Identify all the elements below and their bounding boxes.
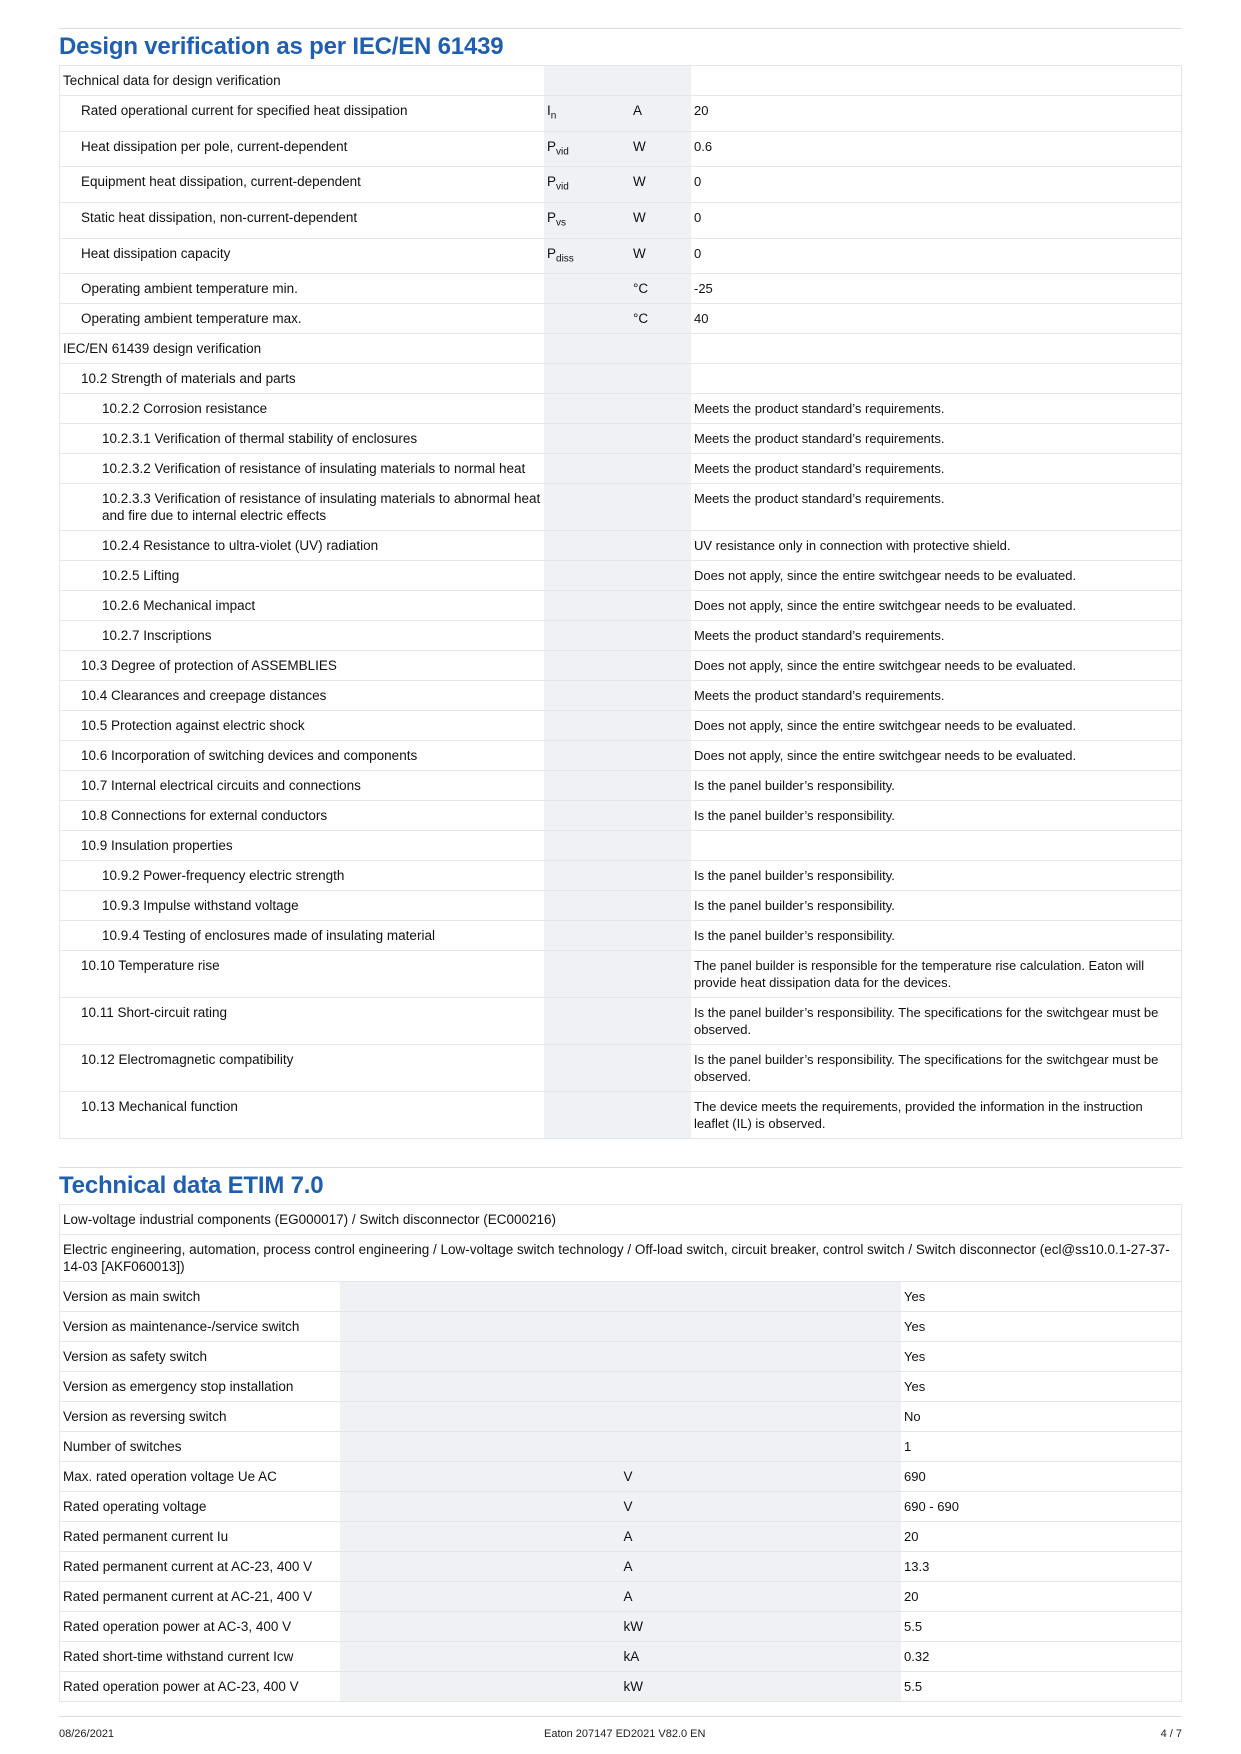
row-unit <box>630 424 691 454</box>
symbol-letter: P <box>547 138 557 154</box>
row-value: Does not apply, since the entire switchgear needs to be evaluated. <box>691 741 1182 771</box>
row-value: Yes <box>901 1312 1182 1342</box>
row-symbol <box>340 1672 621 1702</box>
footer-date: 08/26/2021 <box>59 1728 115 1740</box>
row-description: Operating ambient temperature max. <box>60 304 545 334</box>
row-description: Rated short-time withstand current Icw <box>60 1642 341 1672</box>
row-symbol <box>340 1372 621 1402</box>
row-description: Rated operating voltage <box>60 1492 341 1522</box>
row-unit <box>630 334 691 364</box>
row-unit: kW <box>621 1672 902 1702</box>
table-row <box>60 1522 1182 1552</box>
symbol-subscript: vid <box>556 146 569 158</box>
row-description: 10.2.3.2 Verification of resistance of insulating materials to normal heat <box>60 454 545 484</box>
row-unit <box>630 681 691 711</box>
row-description: Version as maintenance-/service switch <box>60 1312 341 1342</box>
table-row <box>60 238 1182 274</box>
row-symbol <box>544 424 630 454</box>
row-symbol <box>340 1402 621 1432</box>
row-value: 690 - 690 <box>901 1492 1182 1522</box>
row-symbol <box>340 1582 621 1612</box>
row-value: Is the panel builder’s responsibility. The specifications for the switchgear must be observed. <box>691 998 1182 1045</box>
row-value: 20 <box>901 1582 1182 1612</box>
table-row <box>60 801 1182 831</box>
row-unit: A <box>621 1582 902 1612</box>
table-row <box>60 998 1182 1045</box>
row-unit <box>630 621 691 651</box>
row-unit: kW <box>621 1612 902 1642</box>
table-row <box>60 1372 1182 1402</box>
table-row <box>60 364 1182 394</box>
row-unit <box>630 831 691 861</box>
row-value: 0 <box>691 203 1182 239</box>
table-row <box>60 1432 1182 1462</box>
row-unit: A <box>630 96 691 132</box>
table-row <box>60 891 1182 921</box>
row-value: 0.6 <box>691 131 1182 167</box>
row-unit: °C <box>630 304 691 334</box>
table-row <box>60 1582 1182 1612</box>
row-value: Meets the product standard’s requirements. <box>691 681 1182 711</box>
row-description: Rated operational current for specified heat dissipation <box>60 96 545 132</box>
row-unit <box>630 801 691 831</box>
row-value: Is the panel builder’s responsibility. <box>691 801 1182 831</box>
row-description: 10.13 Mechanical function <box>60 1092 545 1139</box>
row-symbol <box>544 131 630 167</box>
row-unit: W <box>630 131 691 167</box>
row-unit <box>630 741 691 771</box>
row-symbol <box>544 364 630 394</box>
symbol-subscript: n <box>550 110 557 122</box>
row-description: 10.2.2 Corrosion resistance <box>60 394 545 424</box>
row-symbol <box>340 1282 621 1312</box>
row-value: Is the panel builder’s responsibility. <box>691 891 1182 921</box>
row-unit <box>630 1045 691 1092</box>
row-unit <box>630 651 691 681</box>
row-description: Rated operation power at AC-3, 400 V <box>60 1612 341 1642</box>
table-row <box>60 274 1182 304</box>
row-symbol <box>340 1492 621 1522</box>
row-unit: W <box>630 238 691 274</box>
symbol-subscript: vid <box>556 182 569 194</box>
table-row <box>60 1462 1182 1492</box>
row-value: Is the panel builder’s responsibility. <box>691 771 1182 801</box>
row-unit <box>630 531 691 561</box>
row-symbol <box>544 831 630 861</box>
row-description: 10.9 Insulation properties <box>60 831 545 861</box>
row-unit <box>630 771 691 801</box>
footer-page-number: 4 / 7 <box>1160 1728 1182 1740</box>
row-symbol <box>544 651 630 681</box>
row-value: Yes <box>901 1282 1182 1312</box>
row-unit: V <box>621 1462 902 1492</box>
row-value: Is the panel builder’s responsibility. The specifications for the switchgear must be observed. <box>691 1045 1182 1092</box>
row-description: Rated permanent current at AC-21, 400 V <box>60 1582 341 1612</box>
row-value: 0.32 <box>901 1642 1182 1672</box>
row-symbol <box>340 1552 621 1582</box>
row-value: The panel builder is responsible for the temperature rise calculation. Eaton will provide heat dissipation data for the devices. <box>691 951 1182 998</box>
row-description: Static heat dissipation, non-current-dependent <box>60 203 545 239</box>
table-row <box>60 621 1182 651</box>
row-value <box>691 831 1182 861</box>
table-row <box>60 1612 1182 1642</box>
row-description: 10.8 Connections for external conductors <box>60 801 545 831</box>
row-description: IEC/EN 61439 design verification <box>60 334 545 364</box>
row-value: Does not apply, since the entire switchgear needs to be evaluated. <box>691 651 1182 681</box>
table-row <box>60 831 1182 861</box>
row-value: Yes <box>901 1342 1182 1372</box>
row-unit <box>630 711 691 741</box>
row-symbol <box>544 998 630 1045</box>
row-value: Does not apply, since the entire switchgear needs to be evaluated. <box>691 591 1182 621</box>
row-symbol <box>544 591 630 621</box>
row-value: 5.5 <box>901 1672 1182 1702</box>
row-unit <box>630 364 691 394</box>
row-unit <box>621 1432 902 1462</box>
row-symbol <box>544 891 630 921</box>
table-row <box>60 741 1182 771</box>
row-description: Rated permanent current Iu <box>60 1522 341 1552</box>
row-value: 690 <box>901 1462 1182 1492</box>
table-row <box>60 1045 1182 1092</box>
table-row <box>60 951 1182 998</box>
row-value <box>691 66 1182 96</box>
row-value: Meets the product standard’s requirements. <box>691 621 1182 651</box>
row-unit <box>630 998 691 1045</box>
row-symbol <box>544 951 630 998</box>
symbol-subscript: diss <box>556 253 574 265</box>
design-verification-heading: Design verification as per IEC/EN 61439 <box>59 33 504 60</box>
table-row <box>60 454 1182 484</box>
row-description: 10.2.3.3 Verification of resistance of insulating materials to abnormal heat and fire due to internal electric effects <box>60 484 545 531</box>
row-unit <box>630 561 691 591</box>
row-description: 10.5 Protection against electric shock <box>60 711 545 741</box>
table-row <box>60 424 1182 454</box>
row-unit: V <box>621 1492 902 1522</box>
table-row <box>60 711 1182 741</box>
row-symbol <box>544 334 630 364</box>
row-description: 10.2 Strength of materials and parts <box>60 364 545 394</box>
row-description: Rated permanent current at AC-23, 400 V <box>60 1552 341 1582</box>
row-value: Meets the product standard’s requirements. <box>691 424 1182 454</box>
table-row <box>60 591 1182 621</box>
row-description: Heat dissipation capacity <box>60 238 545 274</box>
row-description: 10.7 Internal electrical circuits and connections <box>60 771 545 801</box>
row-value: 20 <box>691 96 1182 132</box>
row-unit <box>630 66 691 96</box>
row-description: Number of switches <box>60 1432 341 1462</box>
table-row <box>60 1205 1182 1235</box>
table-row <box>60 203 1182 239</box>
symbol-letter: P <box>547 174 557 190</box>
row-value: Meets the product standard’s requirements. <box>691 454 1182 484</box>
row-value: The device meets the requirements, provided the information in the instruction leaflet (IL) is observed. <box>691 1092 1182 1139</box>
table-row <box>60 921 1182 951</box>
table-row <box>60 771 1182 801</box>
row-unit <box>630 1092 691 1139</box>
row-symbol <box>544 561 630 591</box>
row-unit <box>630 921 691 951</box>
row-symbol <box>544 454 630 484</box>
symbol-letter: P <box>547 245 557 261</box>
row-unit <box>630 591 691 621</box>
etim-class-line: Low-voltage industrial components (EG000017) / Switch disconnector (EC000216) <box>60 1205 1182 1235</box>
table-row <box>60 1492 1182 1522</box>
row-value: Yes <box>901 1372 1182 1402</box>
row-symbol <box>544 921 630 951</box>
row-unit <box>621 1342 902 1372</box>
row-description: 10.9.3 Impulse withstand voltage <box>60 891 545 921</box>
table-row <box>60 394 1182 424</box>
row-value: Does not apply, since the entire switchgear needs to be evaluated. <box>691 711 1182 741</box>
table-row <box>60 167 1182 203</box>
table-row <box>60 531 1182 561</box>
table-row <box>60 66 1182 96</box>
row-symbol <box>340 1312 621 1342</box>
row-unit <box>630 394 691 424</box>
row-unit <box>630 484 691 531</box>
row-symbol <box>544 203 630 239</box>
row-description: 10.9.4 Testing of enclosures made of insulating material <box>60 921 545 951</box>
table-row <box>60 561 1182 591</box>
row-value: 13.3 <box>901 1552 1182 1582</box>
row-symbol <box>544 167 630 203</box>
row-symbol <box>340 1642 621 1672</box>
etim-path-line: Electric engineering, automation, process control engineering / Low-voltage switch technology / Off-load switch, circuit breaker, control switch / Switch disconnector (ecl@ss10.0.1-27-37-14-03 [AKF060013]) <box>60 1235 1182 1282</box>
design-verification-table <box>59 65 1182 1139</box>
row-value: No <box>901 1402 1182 1432</box>
row-symbol <box>544 1092 630 1139</box>
row-description: Version as emergency stop installation <box>60 1372 341 1402</box>
etim-table <box>59 1204 1182 1702</box>
row-value: 0 <box>691 167 1182 203</box>
row-value: Is the panel builder’s responsibility. <box>691 921 1182 951</box>
row-description: 10.3 Degree of protection of ASSEMBLIES <box>60 651 545 681</box>
row-unit <box>621 1282 902 1312</box>
page-footer <box>59 1716 1182 1740</box>
table-row <box>60 484 1182 531</box>
table-row <box>60 1342 1182 1372</box>
table-row <box>60 861 1182 891</box>
row-unit: °C <box>630 274 691 304</box>
row-description: Equipment heat dissipation, current-dependent <box>60 167 545 203</box>
row-value: 1 <box>901 1432 1182 1462</box>
table-row <box>60 1642 1182 1672</box>
row-description: 10.9.2 Power-frequency electric strength <box>60 861 545 891</box>
row-unit <box>621 1402 902 1432</box>
row-description: 10.2.4 Resistance to ultra-violet (UV) radiation <box>60 531 545 561</box>
row-description: 10.11 Short-circuit rating <box>60 998 545 1045</box>
row-symbol <box>544 394 630 424</box>
row-value: UV resistance only in connection with protective shield. <box>691 531 1182 561</box>
row-symbol <box>340 1522 621 1552</box>
row-value <box>691 334 1182 364</box>
row-value: 0 <box>691 238 1182 274</box>
row-description: Rated operation power at AC-23, 400 V <box>60 1672 341 1702</box>
row-symbol <box>544 861 630 891</box>
row-symbol <box>544 238 630 274</box>
symbol-letter: I <box>547 103 551 118</box>
row-description: Technical data for design verification <box>60 66 545 96</box>
row-value: 20 <box>901 1522 1182 1552</box>
symbol-subscript: vs <box>556 217 567 229</box>
table-row <box>60 1312 1182 1342</box>
row-unit <box>621 1372 902 1402</box>
table-row <box>60 1092 1182 1139</box>
row-unit: W <box>630 203 691 239</box>
row-symbol <box>544 274 630 304</box>
row-symbol <box>340 1342 621 1372</box>
row-symbol <box>544 66 630 96</box>
table-row <box>60 334 1182 364</box>
symbol-letter: P <box>547 210 557 226</box>
row-description: Max. rated operation voltage Ue AC <box>60 1462 341 1492</box>
row-unit: A <box>621 1522 902 1552</box>
row-unit <box>621 1312 902 1342</box>
row-description: 10.2.7 Inscriptions <box>60 621 545 651</box>
row-symbol <box>340 1432 621 1462</box>
table-row <box>60 96 1182 132</box>
row-value: Does not apply, since the entire switchgear needs to be evaluated. <box>691 561 1182 591</box>
row-symbol <box>544 741 630 771</box>
row-value: Is the panel builder’s responsibility. <box>691 861 1182 891</box>
row-value: 5.5 <box>901 1612 1182 1642</box>
row-description: 10.2.3.1 Verification of thermal stability of enclosures <box>60 424 545 454</box>
row-symbol <box>544 711 630 741</box>
row-description: 10.4 Clearances and creepage distances <box>60 681 545 711</box>
table-row <box>60 1402 1182 1432</box>
row-unit: W <box>630 167 691 203</box>
row-unit <box>630 951 691 998</box>
row-description: 10.2.6 Mechanical impact <box>60 591 545 621</box>
row-unit: A <box>621 1552 902 1582</box>
row-symbol <box>544 484 630 531</box>
row-unit <box>630 861 691 891</box>
etim-heading: Technical data ETIM 7.0 <box>59 1172 324 1200</box>
row-description: Version as reversing switch <box>60 1402 341 1432</box>
table-row <box>60 304 1182 334</box>
table-row <box>60 681 1182 711</box>
row-symbol <box>544 531 630 561</box>
row-description: Operating ambient temperature min. <box>60 274 545 304</box>
row-symbol <box>544 304 630 334</box>
row-value <box>691 364 1182 394</box>
row-symbol <box>544 801 630 831</box>
table-row <box>60 1282 1182 1312</box>
row-unit <box>630 891 691 921</box>
row-symbol <box>544 681 630 711</box>
table-row <box>60 131 1182 167</box>
row-symbol <box>544 621 630 651</box>
row-symbol <box>340 1612 621 1642</box>
row-value: Meets the product standard’s requirements. <box>691 484 1182 531</box>
row-unit <box>630 454 691 484</box>
row-symbol <box>544 96 630 132</box>
row-value: 40 <box>691 304 1182 334</box>
row-description: 10.12 Electromagnetic compatibility <box>60 1045 545 1092</box>
row-description: 10.2.5 Lifting <box>60 561 545 591</box>
table-row <box>60 1235 1182 1282</box>
row-description: 10.6 Incorporation of switching devices and components <box>60 741 545 771</box>
row-value: Meets the product standard’s requirements. <box>691 394 1182 424</box>
row-symbol <box>340 1462 621 1492</box>
footer-document-id: Eaton 207147 ED2021 V82.0 EN <box>544 1728 706 1740</box>
row-description: Version as main switch <box>60 1282 341 1312</box>
table-row <box>60 651 1182 681</box>
row-unit: kA <box>621 1642 902 1672</box>
row-value: -25 <box>691 274 1182 304</box>
row-description: Heat dissipation per pole, current-dependent <box>60 131 545 167</box>
row-description: 10.10 Temperature rise <box>60 951 545 998</box>
table-row <box>60 1552 1182 1582</box>
page-content <box>59 28 1182 1702</box>
row-symbol <box>544 771 630 801</box>
table-row <box>60 1672 1182 1702</box>
row-description: Version as safety switch <box>60 1342 341 1372</box>
row-symbol <box>544 1045 630 1092</box>
